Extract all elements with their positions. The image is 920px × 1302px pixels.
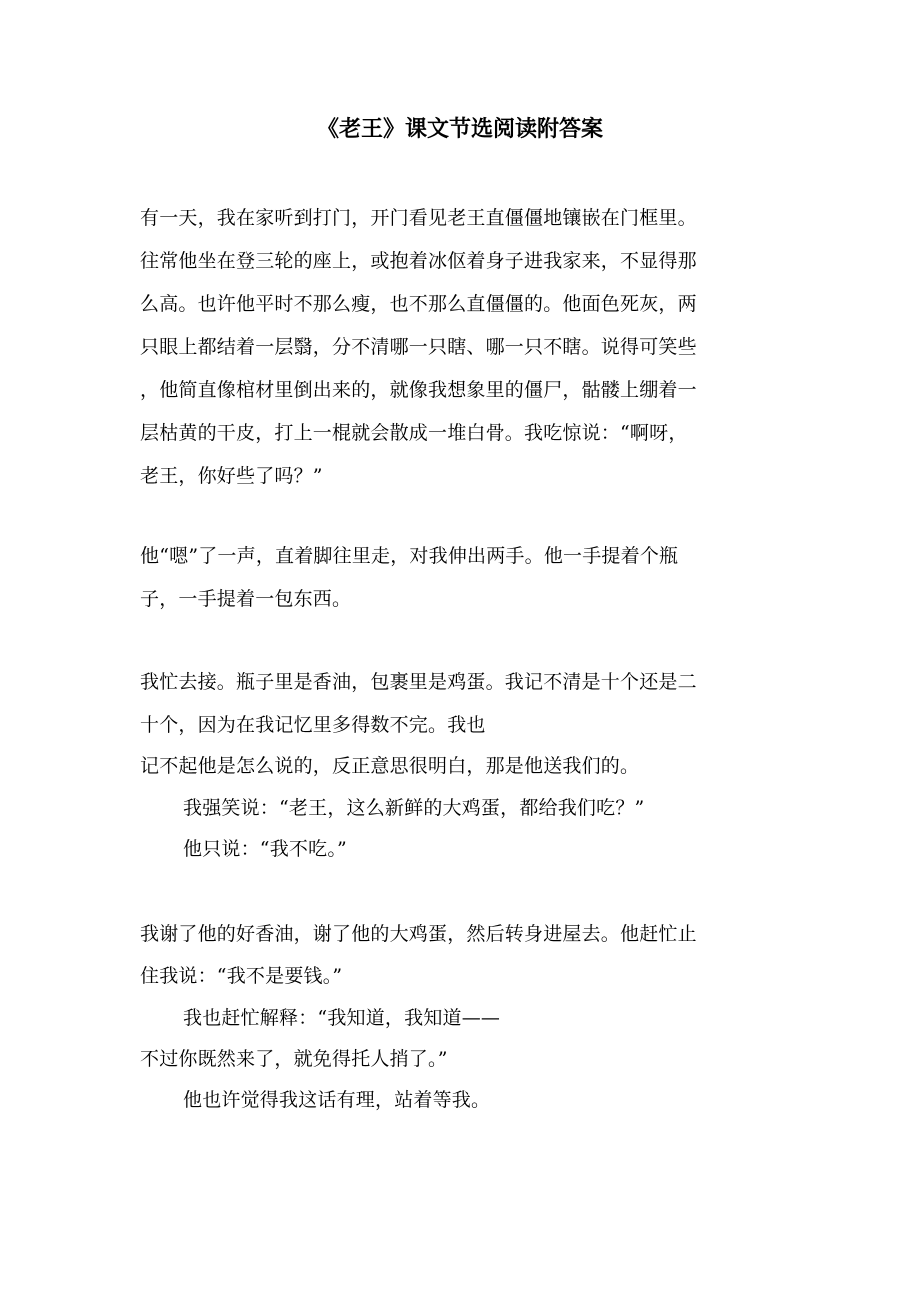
paragraph-3-line: 我忙去接。瓶子里是香油，包裹里是鸡蛋。我记不清是十个还是二 [140, 671, 697, 693]
paragraph-1-line: ，他简直像棺材里倒出来的，就像我想象里的僵尸，骷髅上绷着一 [140, 379, 697, 401]
paragraph-3-line: 十个，因为在我记忆里多得数不完。我也 [140, 714, 486, 736]
dialog-line: 我强笑说：“老王，这么新鲜的大鸡蛋，都给我们吃？” [183, 797, 645, 819]
paragraph-4-line: 住我说：“我不是要钱。” [140, 965, 343, 987]
paragraph-3-line: 记不起他是怎么说的，反正意思很明白，那是他送我们的。 [140, 755, 640, 777]
paragraph-1-line: 只眼上都结着一层翳，分不清哪一只瞎、哪一只不瞎。说得可笑些 [140, 336, 697, 358]
dialog-line: 我也赶忙解释：“我知道，我知道—— [183, 1007, 501, 1029]
paragraph-2-line: 他“嗯”了一声，直着脚往里走，对我伸出两手。他一手提着个瓶 [140, 545, 679, 567]
paragraph-4-line: 我谢了他的好香油，谢了他的大鸡蛋，然后转身进屋去。他赶忙止 [140, 923, 697, 945]
paragraph-1-line: 层枯黄的干皮，打上一棍就会散成一堆白骨。我吃惊说：“啊呀， [140, 422, 688, 444]
paragraph-1-line: 么高。也许他平时不那么瘦，也不那么直僵僵的。他面色死灰，两 [140, 293, 697, 315]
dialog-line: 他也许觉得我这话有理，站着等我。 [183, 1089, 491, 1111]
paragraph-1-line: 有一天，我在家听到打门，开门看见老王直僵僵地镶嵌在门框里。 [140, 207, 697, 229]
dialog-continuation-line: 不过你既然来了，就免得托人捎了。” [140, 1048, 448, 1070]
paragraph-1-line: 老王，你好些了吗？” [140, 465, 323, 487]
paragraph-2-line: 子，一手提着一包东西。 [140, 588, 352, 610]
dialog-line: 他只说：“我不吃。” [183, 838, 347, 860]
paragraph-1-line: 往常他坐在登三轮的座上，或抱着冰伛着身子进我家来，不显得那 [140, 250, 697, 272]
document-title: 《老王》课文节选阅读附答案 [316, 116, 603, 142]
